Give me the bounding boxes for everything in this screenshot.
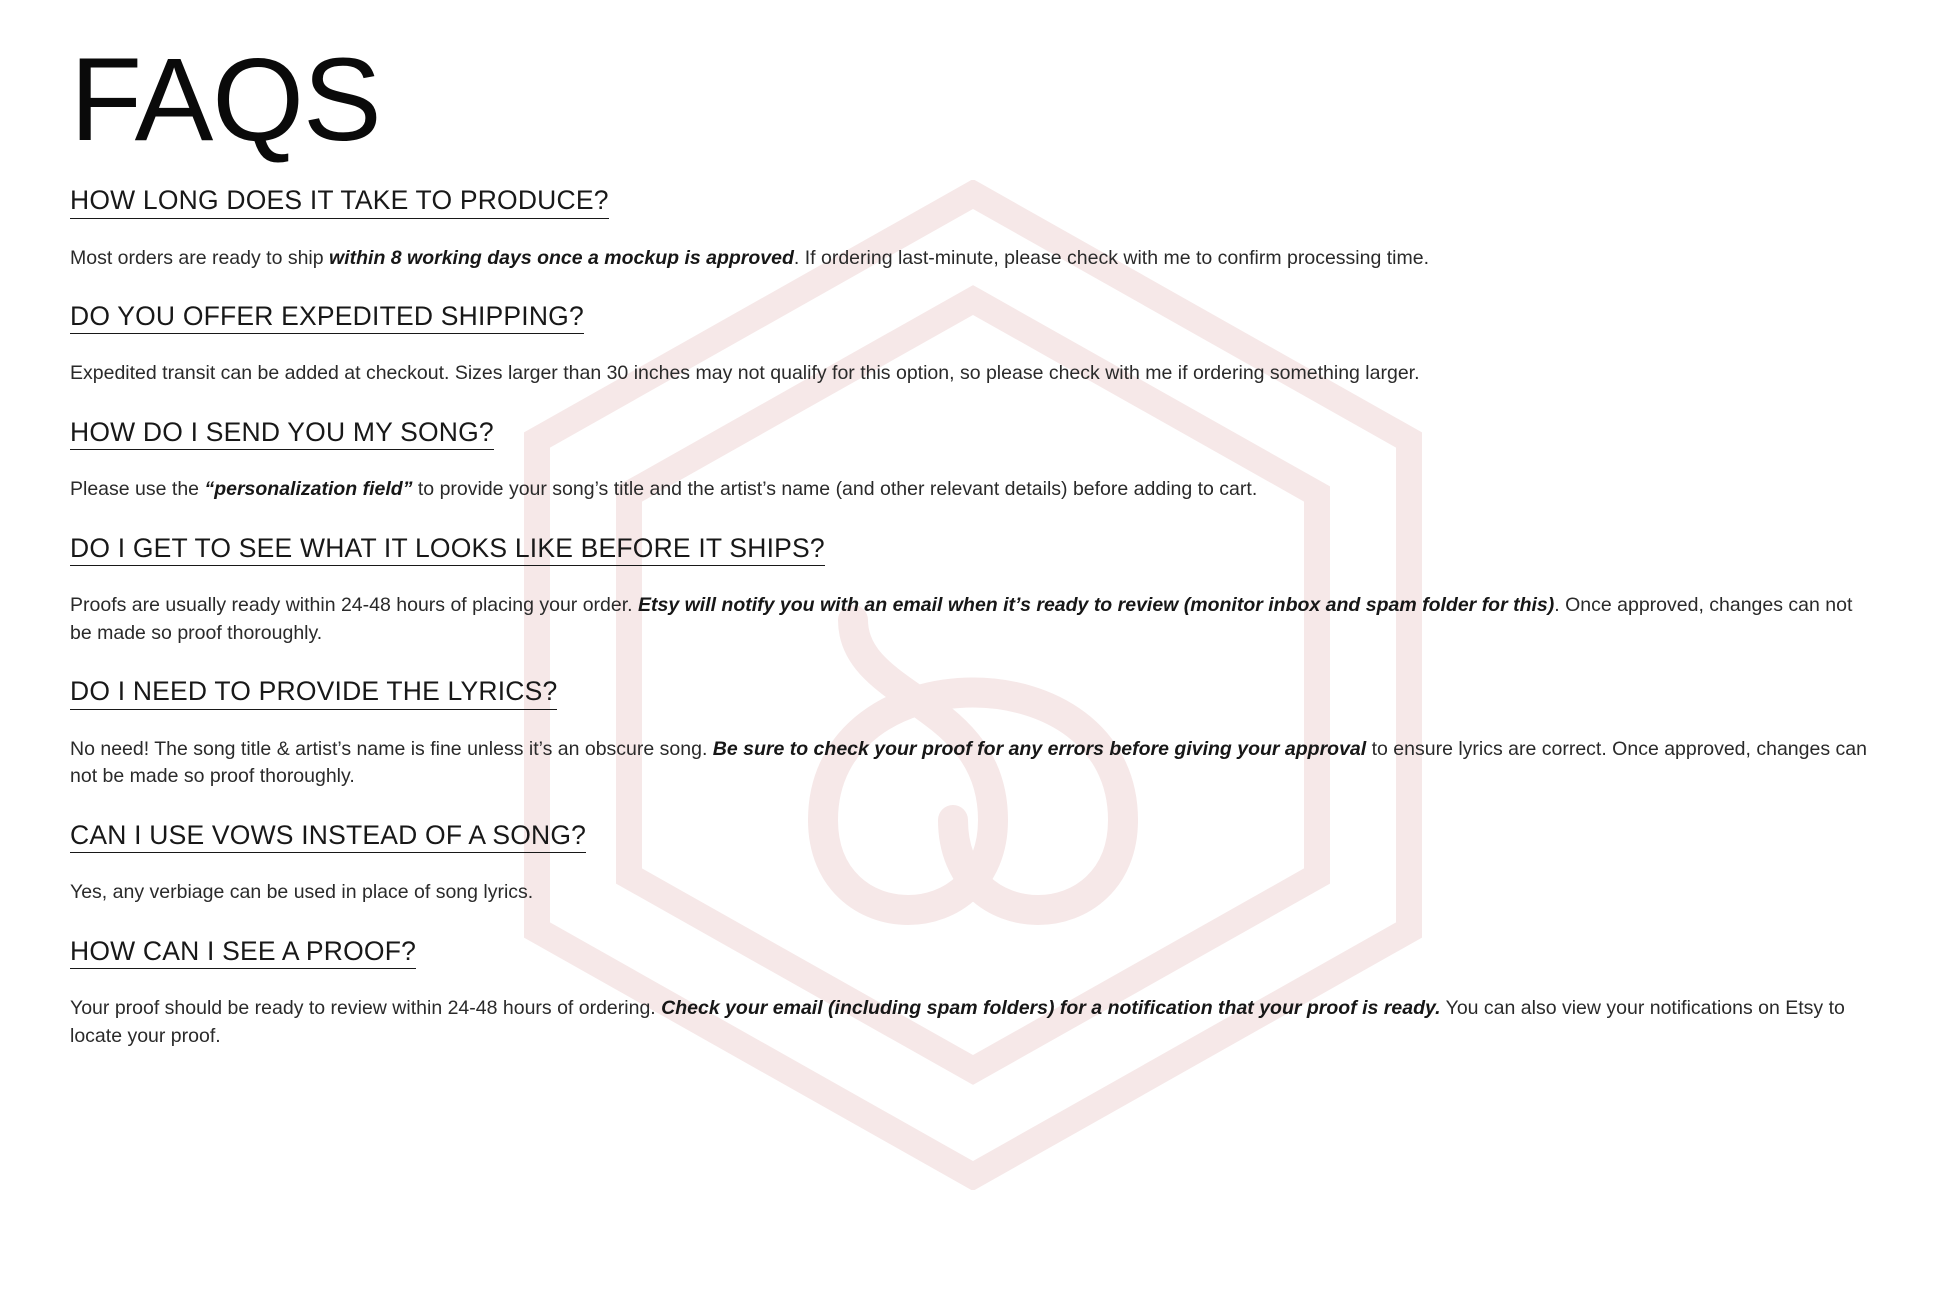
answer-segment: Expedited transit can be added at checkout. Sizes larger than 30 inches may not qualify for this option, so please check with me if ordering something larger. bbox=[70, 362, 1420, 385]
faq-question: DO I GET TO SEE WHAT IT LOOKS LIKE BEFORE IT SHIPS? bbox=[70, 534, 825, 566]
answer-segment: . Once approved, changes can not be made so proof thoroughly. bbox=[70, 593, 1853, 644]
answer-segment: Yes, any verbiage can be used in place of song lyrics. bbox=[70, 881, 534, 904]
faq-question: CAN I USE VOWS INSTEAD OF A SONG? bbox=[70, 821, 586, 853]
faq-question: HOW CAN I SEE A PROOF? bbox=[70, 937, 416, 969]
answer-segment: to provide your song’s title and the artist’s name (and other relevant details) before adding to cart. bbox=[412, 478, 1258, 501]
faq-item bbox=[70, 418, 1876, 504]
faq-question: DO YOU OFFER EXPEDITED SHIPPING? bbox=[70, 302, 584, 334]
faq-item bbox=[70, 534, 1876, 648]
page-title: FAQS bbox=[70, 34, 381, 166]
faq-question: DO I NEED TO PROVIDE THE LYRICS? bbox=[70, 677, 557, 709]
faq-answer bbox=[70, 736, 1870, 791]
answer-segment: Please use the bbox=[70, 478, 205, 501]
answer-segment: Most orders are ready to ship bbox=[70, 246, 330, 269]
faq-item bbox=[70, 821, 1876, 907]
answer-segment: . If ordering last-minute, please check with me to confirm processing time. bbox=[793, 246, 1429, 269]
faq-question: HOW LONG DOES IT TAKE TO PRODUCE? bbox=[70, 186, 609, 218]
faq-answer bbox=[70, 879, 1870, 907]
answer-segment-bold: Check your email (including spam folders) for a notification that your proof is ready. bbox=[661, 996, 1441, 1019]
answer-segment-bold: Be sure to check your proof for any errors before giving your approval bbox=[712, 737, 1367, 760]
answer-segment: Proofs are usually ready within 24-48 hours of placing your order. bbox=[70, 593, 638, 616]
answer-segment-bold: within 8 working days once a mockup is approved bbox=[329, 246, 794, 269]
answer-segment: Your proof should be ready to review within 24-48 hours of ordering. bbox=[70, 996, 662, 1019]
answer-segment: to ensure lyrics are correct. Once approved, changes can not be made so proof thoroughly. bbox=[70, 737, 1867, 788]
faq-answer bbox=[70, 995, 1870, 1050]
answer-segment-bold: “personalization field” bbox=[204, 478, 413, 501]
faq-item bbox=[70, 186, 1876, 272]
faq-item bbox=[70, 937, 1876, 1051]
faq-item bbox=[70, 677, 1876, 791]
faq-item bbox=[70, 302, 1876, 388]
faq-answer bbox=[70, 245, 1870, 273]
faq-answer bbox=[70, 476, 1870, 504]
faq-answer bbox=[70, 360, 1870, 388]
faq-answer bbox=[70, 592, 1870, 647]
faq-question: HOW DO I SEND YOU MY SONG? bbox=[70, 418, 494, 450]
answer-segment: You can also view your notifications on Etsy to locate your proof. bbox=[70, 996, 1845, 1047]
answer-segment: No need! The song title & artist’s name is fine unless it’s an obscure song. bbox=[70, 737, 713, 760]
answer-segment-bold: Etsy will notify you with an email when it’s ready to review (monitor inbox and spam folder for this) bbox=[637, 593, 1555, 616]
